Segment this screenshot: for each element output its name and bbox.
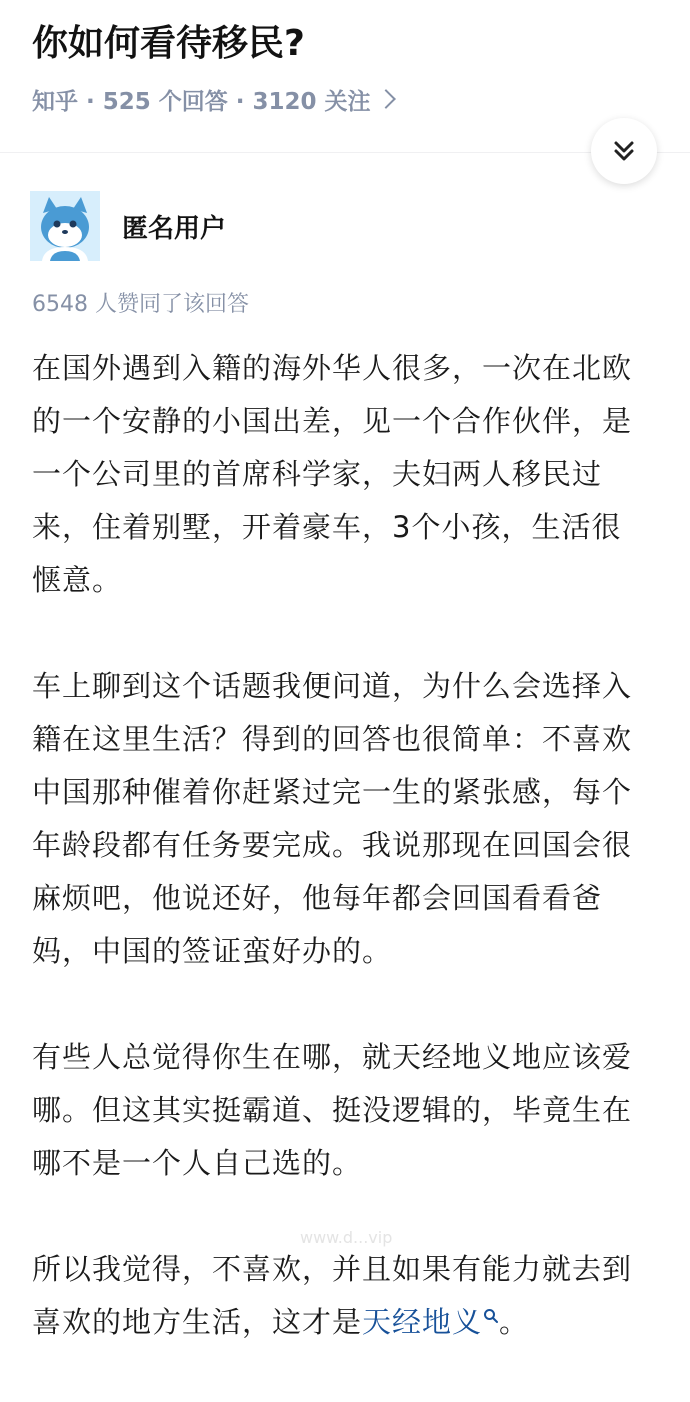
author-row[interactable] — [30, 190, 226, 262]
paragraph-line: 来，住着别墅，开着豪车，3个小孩，生活很 — [32, 510, 622, 544]
answer-paragraph-1 — [32, 342, 658, 607]
answer-paragraph-3 — [32, 1031, 658, 1190]
paragraph-line: 车上聊到这个话题我便问道，为什么会选择入 — [32, 669, 633, 703]
answer-paragraph-2 — [32, 660, 658, 978]
paragraph-line: 籍在这里生活？得到的回答也很简单：不喜欢 — [32, 722, 633, 756]
watermark: www.d...vip — [300, 1228, 393, 1247]
question-meta-text: 知乎 · 525 个回答 · 3120 关注 — [32, 88, 371, 115]
paragraph-line: 在国外遇到入籍的海外华人很多，一次在北欧 — [32, 351, 633, 385]
question-meta-link[interactable] — [32, 82, 393, 116]
line-text: 。 — [499, 1305, 530, 1339]
paragraph-line: 有些人总觉得你生在哪，就天经地义地应该爱 — [32, 1040, 633, 1074]
question-title[interactable]: 你如何看待移民? — [32, 23, 305, 64]
paragraph-line: 所以我觉得，不喜欢，并且如果有能力就去到 — [32, 1252, 633, 1286]
paragraph-line: 的一个安静的小国出差，见一个合作伙伴，是 — [32, 404, 633, 438]
paragraph-line: 哪。但这其实挺霸道、挺没逻辑的，毕竟生在 — [32, 1093, 633, 1127]
chevron-right-icon — [376, 89, 396, 109]
line-text: 喜欢的地方生活，这才是 — [32, 1305, 363, 1339]
search-icon — [483, 1308, 499, 1324]
avatar[interactable] — [30, 191, 100, 261]
header-divider — [0, 152, 690, 153]
paragraph-line: 一个公司里的首席科学家，夫妇两人移民过 — [32, 457, 603, 491]
paragraph-line: 中国那种催着你赶紧过完一生的紧张感，每个 — [32, 775, 633, 809]
paragraph-line: 麻烦吧，他说还好，他每年都会回国看看爸 — [32, 881, 603, 915]
paragraph-line: 妈，中国的签证蛮好办的。 — [32, 934, 393, 968]
answer-paragraph-4 — [32, 1243, 658, 1349]
anonymous-avatar-icon — [30, 191, 100, 261]
vote-count: 6548 人赞同了该回答 — [32, 292, 249, 317]
keyword-search-link[interactable] — [362, 1305, 499, 1339]
paragraph-line: 惬意。 — [32, 563, 123, 597]
paragraph-line: 哪不是一个人自己选的。 — [32, 1146, 363, 1180]
double-chevron-down-icon — [611, 138, 637, 164]
paragraph-line: 年龄段都有任务要完成。我说那现在回国会很 — [32, 828, 633, 862]
paragraph-line-with-link — [32, 1296, 658, 1349]
author-name[interactable]: 匿名用户 — [122, 213, 227, 244]
collapse-button[interactable] — [591, 118, 657, 184]
keyword-link-text: 天经地义 — [362, 1305, 483, 1339]
